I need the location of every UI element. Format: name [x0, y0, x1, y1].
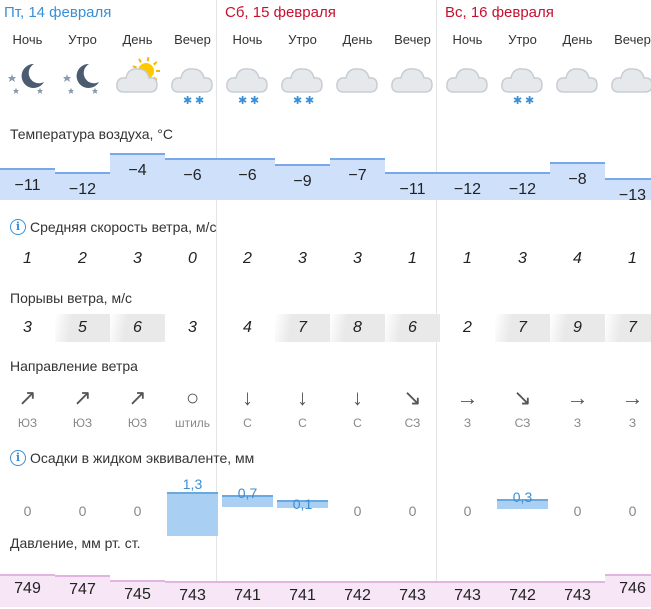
day-title-fri: Пт, 14 февраля — [4, 4, 112, 21]
wind-direction-arrow-icon: ↓ — [242, 385, 253, 410]
svg-text:✱: ✱ — [525, 95, 535, 106]
pressure-value: 745 — [110, 580, 165, 607]
wind-gust-value: 9 — [550, 314, 605, 342]
svg-text:✱: ✱ — [293, 95, 303, 106]
pressure-value: 743 — [165, 581, 220, 607]
temperature-value: −4 — [110, 153, 165, 200]
temperature-value: −6 — [165, 158, 220, 200]
svg-text:✱: ✱ — [305, 95, 315, 106]
wind-speed-value: 3 — [298, 250, 307, 267]
gust-section-title: Порывы ветра, м/с — [10, 290, 132, 306]
info-icon[interactable]: i — [10, 450, 26, 466]
temperature-value: −11 — [385, 172, 440, 200]
precipitation-value: 0,3 — [512, 489, 533, 505]
sun-cloud-icon — [110, 54, 165, 106]
pressure-value: 741 — [275, 581, 330, 607]
night-clear-icon — [55, 54, 110, 106]
pressure-value: 741 — [220, 581, 275, 607]
wind-direction-label: штиль — [174, 416, 211, 430]
pressure-value: 747 — [55, 575, 110, 607]
wind-direction-arrow-icon: ↓ — [297, 385, 308, 410]
wind-direction-arrow-icon: ↗ — [18, 385, 37, 410]
wind-speed-value: 4 — [573, 250, 582, 267]
period-label: Утро — [288, 32, 317, 47]
press-section-title: Давление, мм рт. ст. — [10, 535, 141, 551]
wind-gust-value: 7 — [495, 314, 550, 342]
prec-section-title: i Осадки в жидком эквиваленте, мм — [10, 450, 254, 466]
wind-speed-value: 3 — [518, 250, 527, 267]
wind-speed-value: 1 — [23, 250, 32, 267]
cloud-icon — [550, 54, 605, 106]
wind-section-title: i Средняя скорость ветра, м/с — [10, 219, 216, 235]
period-label: Вечер — [614, 32, 651, 47]
wind-direction-arrow-icon: → — [566, 385, 589, 410]
period-label: День — [122, 32, 153, 47]
period-label: День — [562, 32, 593, 47]
snow-cloud-icon — [220, 54, 275, 106]
precipitation-value: 0,7 — [237, 485, 258, 501]
wind-direction-label: З — [573, 416, 582, 430]
wind-speed-value: 1 — [463, 250, 472, 267]
temperature-value: −8 — [550, 162, 605, 200]
wind-speed-value: 2 — [243, 250, 252, 267]
precipitation-value: 0 — [628, 503, 637, 519]
wind-direction-arrow-icon: ↗ — [73, 385, 92, 410]
pressure-value: 743 — [550, 581, 605, 607]
temperature-value: −9 — [275, 164, 330, 200]
temperature-value: −12 — [55, 172, 110, 200]
wind-speed-value: 2 — [78, 250, 87, 267]
period-label: Ночь — [452, 32, 483, 47]
period-label: Вечер — [394, 32, 431, 47]
cloud-icon — [440, 54, 495, 106]
period-label: Утро — [508, 32, 537, 47]
temp-section-title: Температура воздуха, °C — [10, 126, 173, 142]
precipitation-value: 1,3 — [182, 476, 203, 492]
precipitation-value: 0,1 — [292, 496, 313, 512]
precipitation-value: 0 — [78, 503, 87, 519]
snow-cloud-icon — [275, 54, 330, 106]
day-title-sat: Сб, 15 февраля — [225, 4, 336, 21]
wind-direction-arrow-icon: ↗ — [128, 385, 147, 410]
wind-gust-value: 7 — [275, 314, 330, 342]
temperature-value: −7 — [330, 158, 385, 200]
day-title-sun: Вс, 16 февраля — [445, 4, 554, 21]
night-clear-icon — [0, 54, 55, 106]
period-label: Вечер — [174, 32, 211, 47]
wind-direction-arrow-icon: ○ — [185, 385, 200, 410]
wind-gust-value: 6 — [110, 314, 165, 342]
wind-speed-value: 3 — [133, 250, 142, 267]
period-label: Ночь — [12, 32, 43, 47]
precipitation-bar — [167, 492, 218, 536]
svg-text:✱: ✱ — [195, 95, 205, 106]
cloud-icon — [385, 54, 440, 106]
precipitation-value: 0 — [463, 503, 472, 519]
pressure-value: 749 — [0, 574, 55, 607]
wind-direction-arrow-icon: → — [621, 385, 644, 410]
temperature-value: −6 — [220, 158, 275, 200]
wind-gust-value: 3 — [23, 319, 32, 336]
svg-text:✱: ✱ — [250, 95, 260, 106]
pressure-value: 742 — [495, 581, 550, 607]
wind-direction-label: ЮЗ — [17, 416, 38, 430]
temperature-value: −11 — [0, 168, 55, 200]
temperature-value: −12 — [495, 172, 550, 200]
pressure-value: 742 — [330, 581, 385, 607]
info-icon[interactable]: i — [10, 219, 26, 235]
wind-gust-value: 5 — [55, 314, 110, 342]
svg-text:✱: ✱ — [238, 95, 248, 106]
wind-speed-value: 3 — [353, 250, 362, 267]
temperature-value: −13 — [605, 178, 651, 200]
period-label: День — [342, 32, 373, 47]
wind-direction-arrow-icon: ↓ — [352, 385, 363, 410]
wind-direction-arrow-icon: ↘ — [513, 385, 532, 410]
wind-direction-label: ЮЗ — [72, 416, 93, 430]
wind-gust-value: 6 — [385, 314, 440, 342]
wind-speed-value: 0 — [188, 250, 197, 267]
wind-gust-value: 8 — [330, 314, 385, 342]
svg-text:✱: ✱ — [513, 95, 523, 106]
precipitation-value: 0 — [133, 503, 142, 519]
wind-direction-label: СЗ — [514, 416, 531, 430]
wind-gust-value: 4 — [243, 319, 252, 336]
wind-speed-value: 1 — [628, 250, 637, 267]
cloud-icon — [605, 54, 651, 106]
period-label: Утро — [68, 32, 97, 47]
wind-direction-label: ЮЗ — [127, 416, 148, 430]
wind-direction-arrow-icon: ↘ — [403, 385, 422, 410]
wind-direction-label: С — [298, 416, 307, 430]
wind-gust-value: 3 — [188, 319, 197, 336]
pressure-value: 743 — [440, 581, 495, 607]
svg-text:✱: ✱ — [183, 95, 193, 106]
wind-direction-label: С — [353, 416, 362, 430]
wind-speed-value: 1 — [408, 250, 417, 267]
wind-gust-value: 7 — [605, 314, 651, 342]
wind-direction-arrow-icon: → — [456, 385, 479, 410]
pressure-value: 746 — [605, 574, 651, 607]
precipitation-value: 0 — [573, 503, 582, 519]
precipitation-value: 0 — [408, 503, 417, 519]
dir-section-title: Направление ветра — [10, 358, 138, 374]
wind-direction-label: З — [463, 416, 472, 430]
precipitation-value: 0 — [353, 503, 362, 519]
temperature-value: −12 — [440, 172, 495, 200]
pressure-value: 743 — [385, 581, 440, 607]
period-label: Ночь — [232, 32, 263, 47]
snow-cloud-icon — [165, 54, 220, 106]
wind-direction-label: З — [628, 416, 637, 430]
snow-cloud-icon — [495, 54, 550, 106]
wind-direction-label: СЗ — [404, 416, 421, 430]
cloud-icon — [330, 54, 385, 106]
precipitation-value: 0 — [23, 503, 32, 519]
wind-gust-value: 2 — [463, 319, 472, 336]
wind-direction-label: С — [243, 416, 252, 430]
